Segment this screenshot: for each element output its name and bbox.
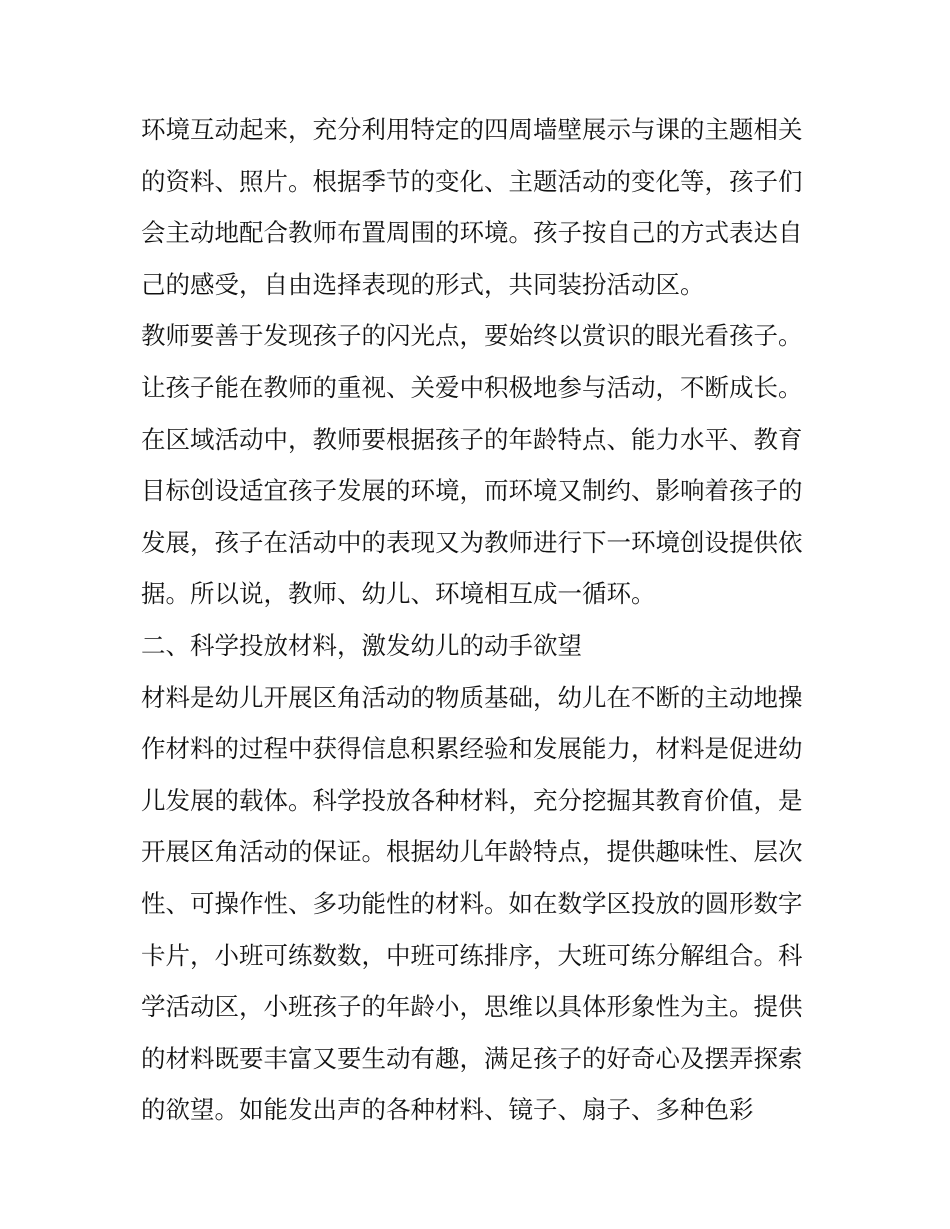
text-line: 会主动地配合教师布置周围的环境。孩子按自己的方式表达自 xyxy=(141,218,803,248)
text-line: 己的感受，自由选择表现的形式，共同装扮活动区。 xyxy=(141,269,705,299)
text-line: 材料是幼儿开展区角活动的物质基础，幼儿在不断的主动地操 xyxy=(141,682,803,712)
text-line: 环境互动起来，充分利用特定的四周墙壁展示与课的主题相关 xyxy=(141,115,803,144)
section-heading: 二、科学投放材料，激发幼儿的动手欲望 xyxy=(141,630,582,660)
text-line: 的材料既要丰富又要生动有趣，满足孩子的好奇心及摆弄探索 xyxy=(141,1043,803,1073)
text-line: 作材料的过程中获得信息积累经验和发展能力，材料是促进幼 xyxy=(141,734,803,764)
text-line: 性、可操作性、多功能性的材料。如在数学区投放的圆形数字 xyxy=(141,888,803,918)
text-line: 的资料、照片。根据季节的变化、主题活动的变化等，孩子们 xyxy=(141,166,803,196)
body-text xyxy=(141,104,821,1136)
text-line: 在区域活动中，教师要根据孩子的年龄特点、能力水平、教育 xyxy=(141,424,803,454)
text-line: 儿发展的载体。科学投放各种材料，充分挖掘其教育价值，是 xyxy=(141,785,803,815)
text-line: 开展区角活动的保证。根据幼儿年龄特点，提供趣味性、层次 xyxy=(141,837,803,867)
text-line: 学活动区，小班孩子的年龄小，思维以具体形象性为主。提供 xyxy=(141,992,803,1022)
text-line: 教师要善于发现孩子的闪光点，要始终以赏识的眼光看孩子。 xyxy=(141,321,803,351)
text-line: 让孩子能在教师的重视、关爱中积极地参与活动，不断成长。 xyxy=(141,372,803,402)
text-line: 卡片，小班可练数数，中班可练排序，大班可练分解组合。科 xyxy=(141,940,803,970)
text-line: 的欲望。如能发出声的各种材料、镜子、扇子、多种色彩 xyxy=(141,1095,754,1125)
text-line: 据。所以说，教师、幼儿、环境相互成一循环。 xyxy=(141,579,656,609)
text-line: 目标创设适宜孩子发展的环境，而环境又制约、影响着孩子的 xyxy=(141,476,803,506)
text-line: 发展，孩子在活动中的表现又为教师进行下一环境创设提供依 xyxy=(141,527,803,557)
